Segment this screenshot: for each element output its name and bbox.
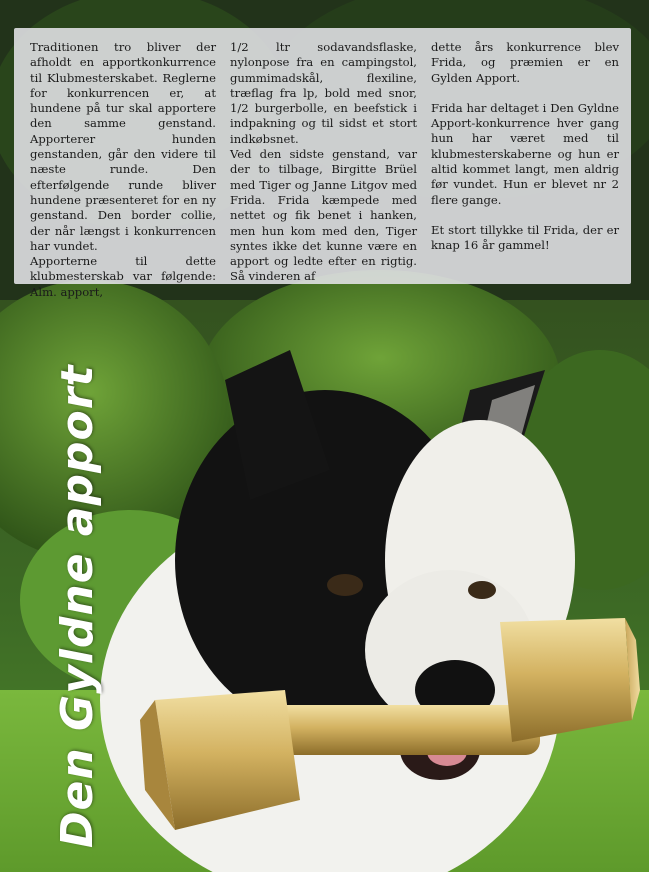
article-column-3 bbox=[431, 40, 619, 254]
article-paragraph: dette års konkurrence blev Frida, og præmien er en Gylden Apport. bbox=[431, 40, 619, 85]
article-paragraph: Et stort tillykke til Frida, der er knap 16 år gammel! bbox=[431, 222, 619, 253]
article-column-2 bbox=[230, 40, 417, 285]
article-title: Den Gyldne apport bbox=[52, 364, 103, 848]
article-paragraph: 1/2 ltr sodavandsflaske, nylonpose fra en campingstol, gummimadskål, flexiline, træflag fra lp, bold med snor, 1/2 burgerbolle, en beefstick i indpakning og til sidst et stort indkøbsnet. bbox=[230, 40, 417, 146]
article-text-box bbox=[14, 28, 631, 299]
article-paragraph: Apporterne til dette klubmesterskab var følgende: Alm. apport, bbox=[30, 254, 216, 299]
article-column-1 bbox=[30, 40, 216, 300]
article-paragraph: Frida har deltaget i Den Gyldne Apport-konkurrence hver gang hun har været med til klubmesterskaberne og hun er altid kommet langt, men aldrig før vundet. Hun er blevet nr 2 flere gange. bbox=[431, 100, 619, 207]
article-paragraph: Ved den sidste genstand, var der to tilbage, Birgitte Brüel med Tiger og Janne Litgov med Frida. Frida kæmpede med nettet og fik benet i hanken, men hun kom med den, Tiger syntes ikke det kunne være en apport og ledte efter en rigtig. Så vinderen af bbox=[230, 147, 417, 284]
article-paragraph: Traditionen tro bliver der afholdt en apportkonkurrence til Klubmesterskabet. Reglerne for konkurrencen er, at hundene på tur skal apportere den samme genstand. Apporterer hunden genstanden, går den videre til næste runde. Den efterfølgende runde bliver hundene præsenteret for en ny genstand. Den border collie, der når længst i konkurrencen har vundet. bbox=[30, 40, 216, 253]
